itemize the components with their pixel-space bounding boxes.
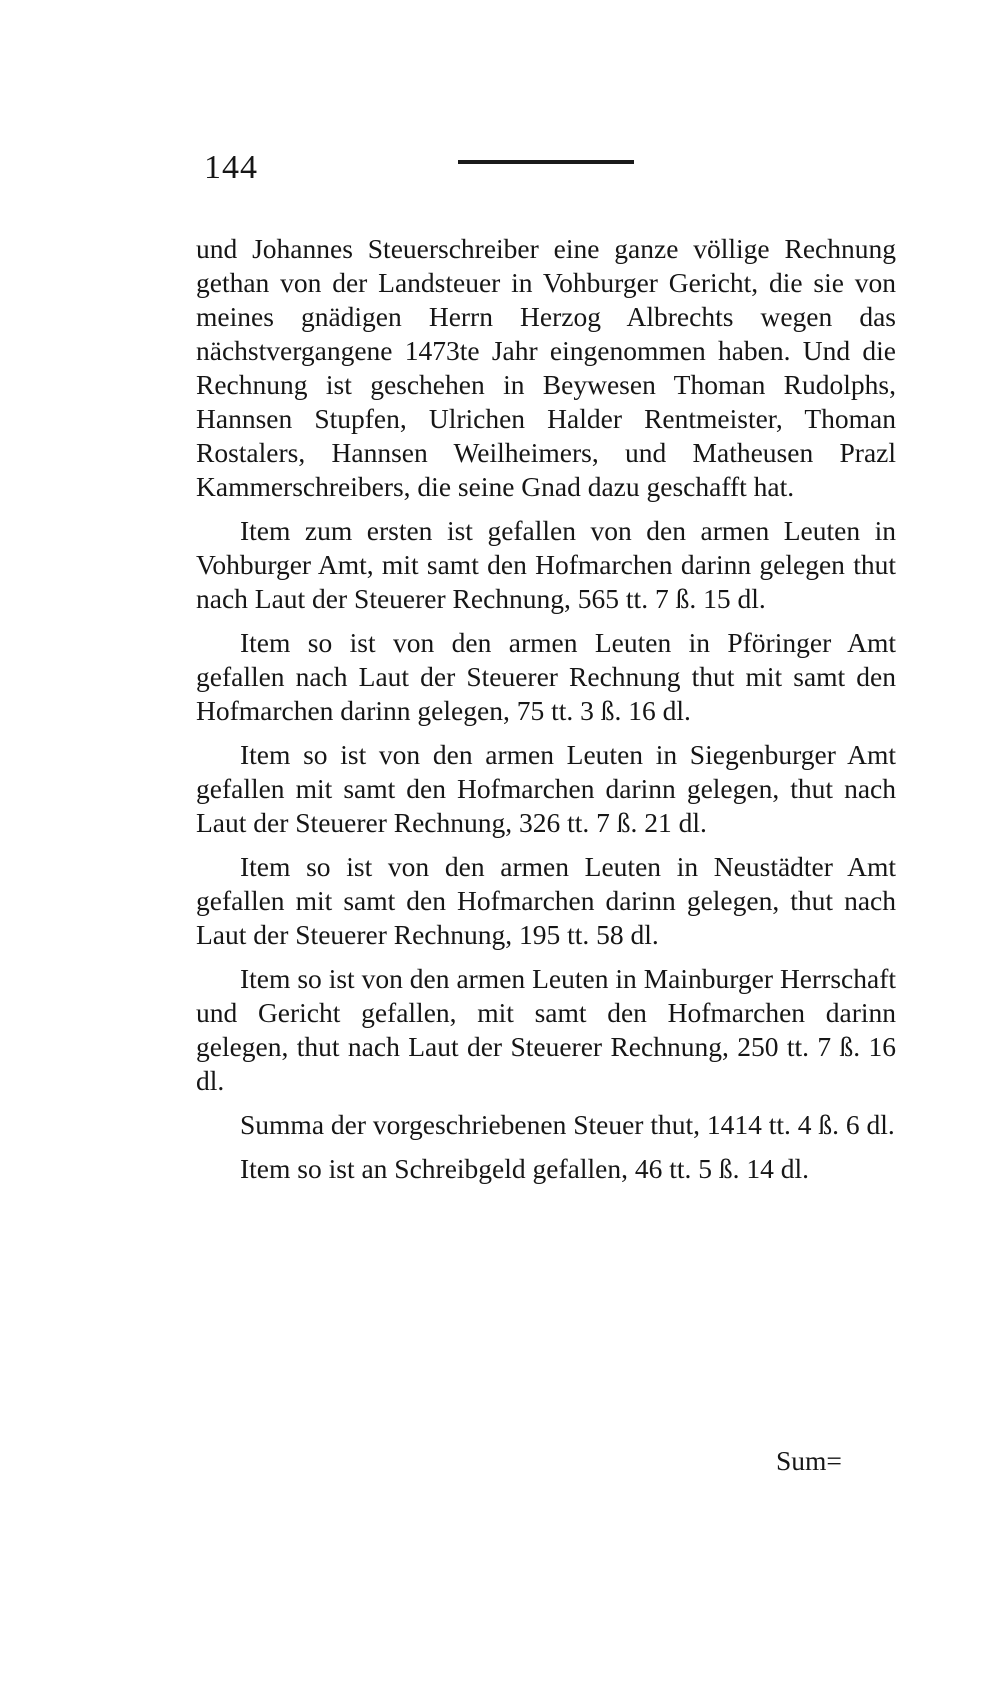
paragraph-2: Item zum ersten ist gefallen von den armen Leuten in Vohburger Amt, mit samt den Hofmarchen darinn gelegen thut nach Laut der Steuerer Rechnung, 565 tt. 7 ß. 15 dl. — [196, 515, 896, 614]
body-text — [196, 232, 896, 1196]
page-number: 144 — [204, 149, 258, 186]
page-header — [204, 148, 884, 198]
paragraph-summa: Summa der vorgeschriebenen Steuer thut, 1414 tt. 4 ß. 6 dl. — [240, 1109, 895, 1140]
paragraph-schreibgeld: Item so ist an Schreibgeld gefallen, 46 tt. 5 ß. 14 dl. — [240, 1153, 809, 1184]
paragraph-3: Item so ist von den armen Leuten in Pföringer Amt gefallen nach Laut der Steuerer Rechnung thut mit samt den Hofmarchen darinn gelegen, 75 tt. 3 ß. 16 dl. — [196, 627, 896, 726]
paragraph-6: Item so ist von den armen Leuten in Mainburger Herrschaft und Gericht gefallen, mit samt den Hofmarchen darinn gelegen, thut nach Laut der Steuerer Rechnung, 250 tt. 7 ß. 16 dl. — [196, 963, 896, 1096]
paragraph-4: Item so ist von den armen Leuten in Siegenburger Amt gefallen mit samt den Hofmarchen darinn gelegen, thut nach Laut der Steuerer Rechnung, 326 tt. 7 ß. 21 dl. — [196, 739, 896, 838]
catchword: Sum= — [776, 1445, 842, 1476]
header-rule — [458, 160, 634, 164]
paragraph-1: und Johannes Steuerschreiber eine ganze völlige Rechnung gethan von der Landsteuer in Vohburger Gericht, die sie von meines gnädigen Herrn Herzog Albrechts wegen das nächstvergangene 1473te Jahr eingenommen haben. Und die Rechnung ist geschehen in Beywesen Thoman Rudolphs, Hannsen Stupfen, Ulrichen Halder Rentmeister, Thoman Rostalers, Hannsen Weilheimers, und Matheusen Prazl Kammerschreibers, die seine Gnad dazu geschafft hat. — [196, 233, 896, 502]
paragraph-5: Item so ist von den armen Leuten in Neustädter Amt gefallen mit samt den Hofmarchen darinn gelegen, thut nach Laut der Steuerer Rechnung, 195 tt. 58 dl. — [196, 851, 896, 950]
